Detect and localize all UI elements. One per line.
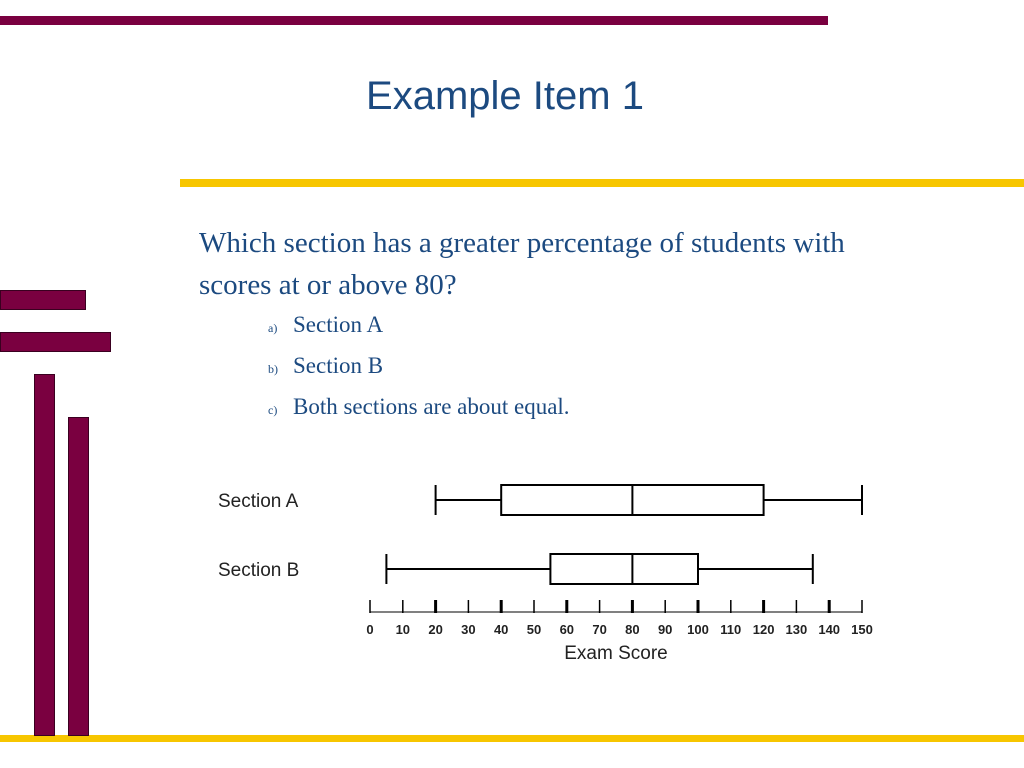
slide-title: Example Item 1 (366, 74, 644, 118)
x-tick-label-70: 70 (592, 622, 607, 637)
option-b[interactable] (268, 353, 570, 394)
section-b-label: Section B (218, 560, 300, 581)
option-c[interactable] (268, 394, 570, 435)
x-tick-label-90: 90 (657, 622, 673, 637)
boxplot-chart (205, 465, 905, 675)
x-tick-label-30: 30 (461, 622, 476, 637)
x-tick-label-110: 110 (720, 622, 742, 637)
section-a-label: Section A (218, 491, 299, 512)
answer-options (268, 312, 570, 435)
x-tick-label-40: 40 (493, 622, 509, 637)
option-c-text: Both sections are about equal. (293, 394, 570, 419)
x-tick-label-60: 60 (559, 622, 575, 637)
x-tick-label-80: 80 (625, 622, 640, 637)
option-b-text: Section B (293, 353, 384, 378)
section-b-box (550, 554, 698, 584)
option-a-text: Section A (293, 312, 384, 337)
x-tick-label-120: 120 (752, 622, 775, 637)
x-tick-label-50: 50 (526, 622, 542, 637)
decor-hbar-1 (0, 290, 86, 310)
question-text: Which section has a greater percentage of students with scores at or above 80? (199, 227, 845, 301)
x-tick-label-130: 130 (785, 622, 808, 637)
x-tick-label-0: 0 (366, 622, 374, 637)
bottom-accent-bar (0, 735, 1024, 742)
x-axis-label: Exam Score (564, 643, 668, 664)
top-accent-bar (0, 16, 828, 25)
x-tick-label-10: 10 (395, 622, 411, 637)
x-tick-label-150: 150 (851, 622, 873, 637)
x-tick-label-100: 100 (687, 622, 709, 637)
x-tick-label-140: 140 (818, 622, 841, 637)
option-b-letter: b) (268, 362, 278, 376)
option-a[interactable] (268, 312, 570, 353)
decor-vbar-1 (34, 374, 55, 736)
option-a-letter: a) (268, 321, 278, 335)
x-tick-label-20: 20 (428, 622, 443, 637)
option-c-letter: c) (268, 403, 278, 417)
decor-vbar-2 (68, 417, 89, 736)
decor-hbar-2 (0, 332, 111, 352)
title-underline-bar (180, 179, 1024, 187)
